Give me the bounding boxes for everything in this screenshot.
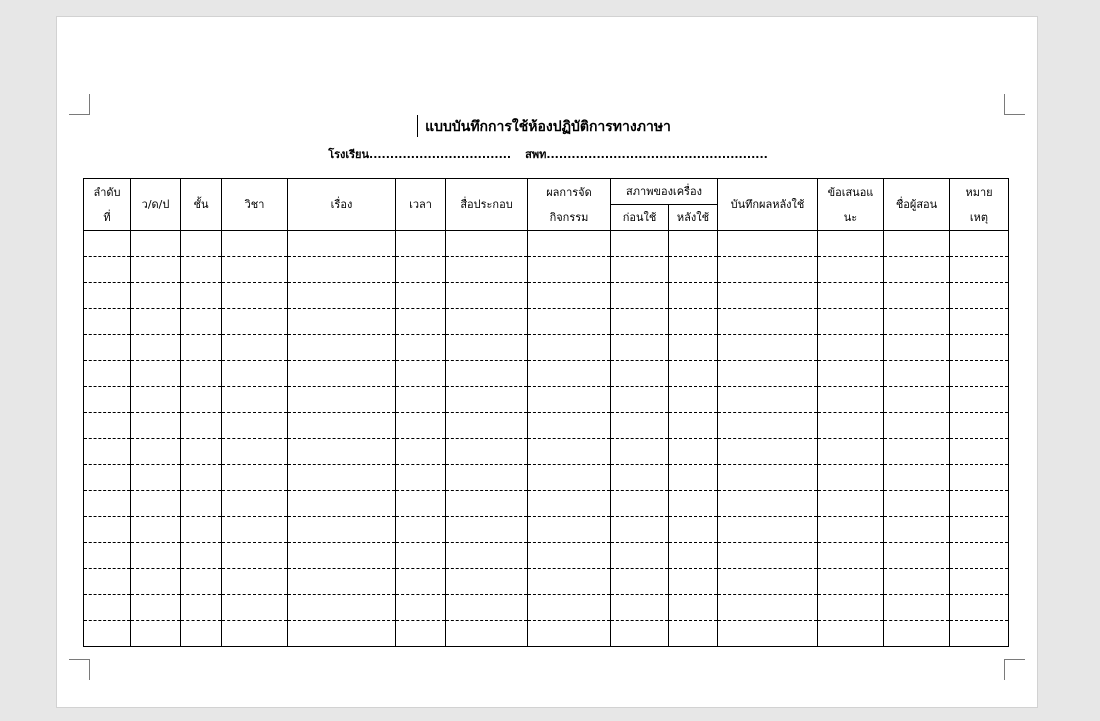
table-cell[interactable] [528, 257, 611, 283]
table-cell[interactable] [84, 335, 131, 361]
table-cell[interactable] [84, 413, 131, 439]
table-cell[interactable] [288, 283, 396, 309]
header-remark[interactable] [950, 179, 1009, 231]
header-remark-line2: เหตุ [969, 210, 989, 224]
table-cell[interactable] [528, 335, 611, 361]
table-cell[interactable] [446, 465, 528, 491]
table-cell[interactable] [818, 335, 884, 361]
table-cell[interactable] [181, 335, 222, 361]
header-media[interactable]: สื่อประกอบ [446, 179, 528, 231]
table-cell[interactable] [818, 543, 884, 569]
table-cell[interactable] [528, 283, 611, 309]
table-row [84, 621, 1009, 647]
table-cell[interactable] [84, 569, 131, 595]
table-cell[interactable] [396, 491, 446, 517]
table-cell[interactable] [131, 387, 181, 413]
table-cell[interactable] [131, 361, 181, 387]
header-suggestion[interactable] [818, 179, 884, 231]
table-cell[interactable] [950, 517, 1009, 543]
table-cell[interactable] [396, 413, 446, 439]
table-cell[interactable] [950, 465, 1009, 491]
table-cell[interactable] [528, 361, 611, 387]
table-cell[interactable] [884, 413, 950, 439]
table-cell[interactable] [288, 309, 396, 335]
table-cell[interactable] [446, 361, 528, 387]
table-cell[interactable] [611, 439, 669, 465]
table-cell[interactable] [131, 621, 181, 647]
table-cell[interactable] [181, 231, 222, 257]
table-cell[interactable] [669, 621, 718, 647]
table-cell[interactable] [396, 257, 446, 283]
table-cell[interactable] [222, 257, 288, 283]
table-cell[interactable] [222, 361, 288, 387]
table-cell[interactable] [528, 309, 611, 335]
table-cell[interactable] [131, 283, 181, 309]
table-cell[interactable] [84, 465, 131, 491]
table-cell[interactable] [950, 621, 1009, 647]
table-cell[interactable] [950, 335, 1009, 361]
table-cell[interactable] [84, 309, 131, 335]
table-cell[interactable] [131, 439, 181, 465]
table-row [84, 439, 1009, 465]
table-cell[interactable] [950, 361, 1009, 387]
table-cell[interactable] [84, 543, 131, 569]
table-body [84, 231, 1009, 647]
header-result[interactable] [528, 179, 611, 231]
table-cell[interactable] [181, 517, 222, 543]
table-cell[interactable] [818, 231, 884, 257]
table-row [84, 283, 1009, 309]
table-cell[interactable] [818, 491, 884, 517]
header-suggestion-line2: นะ [843, 210, 858, 224]
table-cell[interactable] [528, 517, 611, 543]
table-cell[interactable] [818, 569, 884, 595]
table-cell[interactable] [611, 309, 669, 335]
table-cell[interactable] [288, 231, 396, 257]
table-cell[interactable] [84, 231, 131, 257]
table-cell[interactable] [818, 439, 884, 465]
table-row [84, 465, 1009, 491]
table-row [84, 361, 1009, 387]
table-cell[interactable] [396, 361, 446, 387]
table-cell[interactable] [288, 517, 396, 543]
table-cell[interactable] [528, 543, 611, 569]
table-cell[interactable] [818, 413, 884, 439]
table-cell[interactable] [884, 283, 950, 309]
table-cell[interactable] [528, 387, 611, 413]
table-cell[interactable] [396, 621, 446, 647]
table-cell[interactable] [818, 621, 884, 647]
table-cell[interactable] [222, 595, 288, 621]
table-cell[interactable] [669, 257, 718, 283]
document-title[interactable]: แบบบันทึกการใช้ห้องปฏิบัติการทางภาษา [425, 119, 671, 135]
header-condition-group[interactable]: สภาพของเครื่อง [611, 179, 718, 205]
table-row [84, 231, 1009, 257]
table-cell[interactable] [131, 413, 181, 439]
document-subtitle[interactable] [57, 145, 1039, 163]
table-cell[interactable] [396, 465, 446, 491]
table-cell[interactable] [718, 569, 818, 595]
table-cell[interactable] [396, 569, 446, 595]
table-cell[interactable] [131, 309, 181, 335]
table-cell[interactable] [718, 387, 818, 413]
table-cell[interactable] [950, 543, 1009, 569]
table-cell[interactable] [884, 543, 950, 569]
table-cell[interactable] [181, 595, 222, 621]
header-time[interactable]: เวลา [396, 179, 446, 231]
table-cell[interactable] [446, 335, 528, 361]
table-cell[interactable] [528, 413, 611, 439]
table-cell[interactable] [396, 309, 446, 335]
table-cell[interactable] [818, 387, 884, 413]
table-cell[interactable] [288, 257, 396, 283]
table-cell[interactable] [611, 361, 669, 387]
table-cell[interactable] [611, 413, 669, 439]
table-cell[interactable] [84, 439, 131, 465]
table-cell[interactable] [181, 361, 222, 387]
table-cell[interactable] [84, 257, 131, 283]
table-cell[interactable] [222, 283, 288, 309]
table-cell[interactable] [396, 335, 446, 361]
table-cell[interactable] [611, 387, 669, 413]
table-cell[interactable] [669, 569, 718, 595]
table-cell[interactable] [818, 517, 884, 543]
table-cell[interactable] [669, 517, 718, 543]
table-row [84, 569, 1009, 595]
header-result-line2: กิจกรรม [549, 210, 589, 224]
table-cell[interactable] [288, 595, 396, 621]
header-condition-before[interactable]: ก่อนใช้ [611, 205, 669, 231]
table-cell[interactable] [884, 257, 950, 283]
table-cell[interactable] [669, 491, 718, 517]
table-cell[interactable] [818, 465, 884, 491]
table-row [84, 335, 1009, 361]
table-cell[interactable] [181, 491, 222, 517]
table-row [84, 387, 1009, 413]
table-cell[interactable] [669, 283, 718, 309]
table-cell[interactable] [884, 517, 950, 543]
table-cell[interactable] [950, 413, 1009, 439]
table-cell[interactable] [131, 595, 181, 621]
table-cell[interactable] [718, 465, 818, 491]
table-row [84, 543, 1009, 569]
table-cell[interactable] [222, 621, 288, 647]
table-cell[interactable] [818, 257, 884, 283]
table-cell[interactable] [818, 283, 884, 309]
table-cell[interactable] [288, 387, 396, 413]
table-cell[interactable] [222, 491, 288, 517]
header-order[interactable] [84, 179, 131, 231]
table-cell[interactable] [181, 309, 222, 335]
table-cell[interactable] [718, 257, 818, 283]
table-cell[interactable] [446, 257, 528, 283]
table-cell[interactable] [718, 595, 818, 621]
table-cell[interactable] [611, 621, 669, 647]
table-cell[interactable] [611, 231, 669, 257]
district-field[interactable]: สพท..................................................... [525, 148, 768, 161]
table-row [84, 595, 1009, 621]
table-cell[interactable] [884, 361, 950, 387]
table-cell[interactable] [84, 283, 131, 309]
table-cell[interactable] [884, 621, 950, 647]
table-cell[interactable] [222, 439, 288, 465]
table-cell[interactable] [288, 335, 396, 361]
table-cell[interactable] [718, 335, 818, 361]
table-row [84, 257, 1009, 283]
table-cell[interactable] [181, 465, 222, 491]
table-cell[interactable] [950, 569, 1009, 595]
table-cell[interactable] [288, 569, 396, 595]
table-cell[interactable] [818, 595, 884, 621]
crop-mark-bottom-left [69, 659, 90, 680]
table-cell[interactable] [222, 465, 288, 491]
table-cell[interactable] [446, 621, 528, 647]
table-cell[interactable] [446, 517, 528, 543]
table-cell[interactable] [396, 517, 446, 543]
table-cell[interactable] [528, 465, 611, 491]
header-date[interactable]: ว/ด/ป [131, 179, 181, 231]
table-cell[interactable] [718, 361, 818, 387]
table-cell[interactable] [288, 465, 396, 491]
table-cell[interactable] [396, 231, 446, 257]
table-cell[interactable] [446, 439, 528, 465]
table-cell[interactable] [288, 413, 396, 439]
table-cell[interactable] [818, 361, 884, 387]
table-row [84, 413, 1009, 439]
header-grade[interactable]: ชั้น [181, 179, 222, 231]
table-cell[interactable] [222, 309, 288, 335]
table-cell[interactable] [669, 309, 718, 335]
table-cell[interactable] [181, 543, 222, 569]
table-cell[interactable] [669, 335, 718, 361]
table-cell[interactable] [669, 465, 718, 491]
table-cell[interactable] [718, 231, 818, 257]
usage-log-table [83, 178, 1009, 647]
table-cell[interactable] [131, 491, 181, 517]
table-cell[interactable] [718, 413, 818, 439]
table-cell[interactable] [181, 621, 222, 647]
table-cell[interactable] [950, 309, 1009, 335]
table-cell[interactable] [669, 413, 718, 439]
table-cell[interactable] [131, 543, 181, 569]
crop-mark-top-right [1004, 94, 1025, 115]
table-cell[interactable] [446, 569, 528, 595]
table-cell[interactable] [84, 361, 131, 387]
table-cell[interactable] [718, 543, 818, 569]
table-cell[interactable] [446, 413, 528, 439]
table-cell[interactable] [446, 387, 528, 413]
table-cell[interactable] [611, 335, 669, 361]
table-cell[interactable] [446, 543, 528, 569]
table-cell[interactable] [288, 491, 396, 517]
header-order-line1: ลำดับ [93, 185, 121, 199]
table-cell[interactable] [669, 387, 718, 413]
table-cell[interactable] [222, 335, 288, 361]
table-cell[interactable] [611, 465, 669, 491]
table-row [84, 517, 1009, 543]
header-post-note[interactable]: บันทึกผลหลังใช้ [718, 179, 818, 231]
table-cell[interactable] [611, 283, 669, 309]
table-cell[interactable] [718, 491, 818, 517]
table-cell[interactable] [528, 231, 611, 257]
table-cell[interactable] [131, 465, 181, 491]
table-cell[interactable] [131, 569, 181, 595]
table-cell[interactable] [718, 283, 818, 309]
table-cell[interactable] [611, 543, 669, 569]
table-cell[interactable] [131, 257, 181, 283]
table-cell[interactable] [396, 439, 446, 465]
table-cell[interactable] [446, 491, 528, 517]
table-row [84, 309, 1009, 335]
table-cell[interactable] [222, 387, 288, 413]
table-cell[interactable] [181, 257, 222, 283]
table-cell[interactable] [528, 569, 611, 595]
header-remark-line1: หมาย [965, 185, 993, 199]
table-cell[interactable] [611, 517, 669, 543]
header-topic[interactable]: เรื่อง [288, 179, 396, 231]
table-cell[interactable] [718, 517, 818, 543]
table-cell[interactable] [950, 387, 1009, 413]
table-cell[interactable] [950, 491, 1009, 517]
table-cell[interactable] [181, 283, 222, 309]
table-cell[interactable] [884, 309, 950, 335]
table-cell[interactable] [131, 335, 181, 361]
table-cell[interactable] [884, 335, 950, 361]
table-cell[interactable] [84, 491, 131, 517]
table-cell[interactable] [84, 595, 131, 621]
table-cell[interactable] [396, 283, 446, 309]
table-cell[interactable] [611, 257, 669, 283]
table-cell[interactable] [446, 283, 528, 309]
table-cell[interactable] [446, 595, 528, 621]
table-cell[interactable] [181, 387, 222, 413]
table-cell[interactable] [288, 543, 396, 569]
header-subject[interactable]: วิชา [222, 179, 288, 231]
table-cell[interactable] [446, 309, 528, 335]
table-row [84, 491, 1009, 517]
table-cell[interactable] [181, 413, 222, 439]
table-cell[interactable] [950, 439, 1009, 465]
table-cell[interactable] [669, 595, 718, 621]
header-order-line2: ที่ [103, 210, 111, 224]
table-cell[interactable] [84, 621, 131, 647]
document-page [56, 16, 1038, 708]
table-cell[interactable] [611, 595, 669, 621]
table-cell[interactable] [884, 569, 950, 595]
table-cell[interactable] [884, 387, 950, 413]
table-cell[interactable] [950, 595, 1009, 621]
table-cell[interactable] [528, 491, 611, 517]
table-cell[interactable] [222, 543, 288, 569]
table-cell[interactable] [222, 517, 288, 543]
table-cell[interactable] [884, 491, 950, 517]
table-cell[interactable] [669, 439, 718, 465]
table-cell[interactable] [446, 231, 528, 257]
crop-mark-bottom-right [1004, 659, 1025, 680]
table-cell[interactable] [950, 283, 1009, 309]
table-cell[interactable] [222, 413, 288, 439]
table-cell[interactable] [611, 491, 669, 517]
header-suggestion-line1: ข้อเสนอแ [827, 185, 874, 199]
table-cell[interactable] [884, 465, 950, 491]
header-condition-after[interactable]: หลังใช้ [669, 205, 718, 231]
table-cell[interactable] [884, 439, 950, 465]
table-cell[interactable] [396, 595, 446, 621]
table-cell[interactable] [288, 621, 396, 647]
table-cell[interactable] [181, 439, 222, 465]
table-cell[interactable] [528, 439, 611, 465]
table-cell[interactable] [669, 543, 718, 569]
table-cell[interactable] [669, 361, 718, 387]
table-cell[interactable] [818, 309, 884, 335]
table-cell[interactable] [396, 543, 446, 569]
table-cell[interactable] [84, 387, 131, 413]
table-cell[interactable] [884, 231, 950, 257]
school-field[interactable]: โรงเรียน.................................. [328, 148, 512, 161]
table-cell[interactable] [396, 387, 446, 413]
table-cell[interactable] [950, 231, 1009, 257]
table-cell[interactable] [528, 595, 611, 621]
table-cell[interactable] [131, 517, 181, 543]
table-cell[interactable] [222, 231, 288, 257]
header-result-line1: ผลการจัด [546, 185, 592, 199]
table-cell[interactable] [718, 621, 818, 647]
table-cell[interactable] [288, 439, 396, 465]
crop-mark-top-left [69, 94, 90, 115]
table-cell[interactable] [718, 439, 818, 465]
table-cell[interactable] [884, 595, 950, 621]
table-cell[interactable] [84, 517, 131, 543]
table-cell[interactable] [718, 309, 818, 335]
table-cell[interactable] [669, 231, 718, 257]
table-cell[interactable] [131, 231, 181, 257]
table-cell[interactable] [222, 569, 288, 595]
table-cell[interactable] [950, 257, 1009, 283]
table-cell[interactable] [611, 569, 669, 595]
header-teacher[interactable]: ชื่อผู้สอน [884, 179, 950, 231]
table-cell[interactable] [288, 361, 396, 387]
table-cell[interactable] [181, 569, 222, 595]
table-cell[interactable] [528, 621, 611, 647]
